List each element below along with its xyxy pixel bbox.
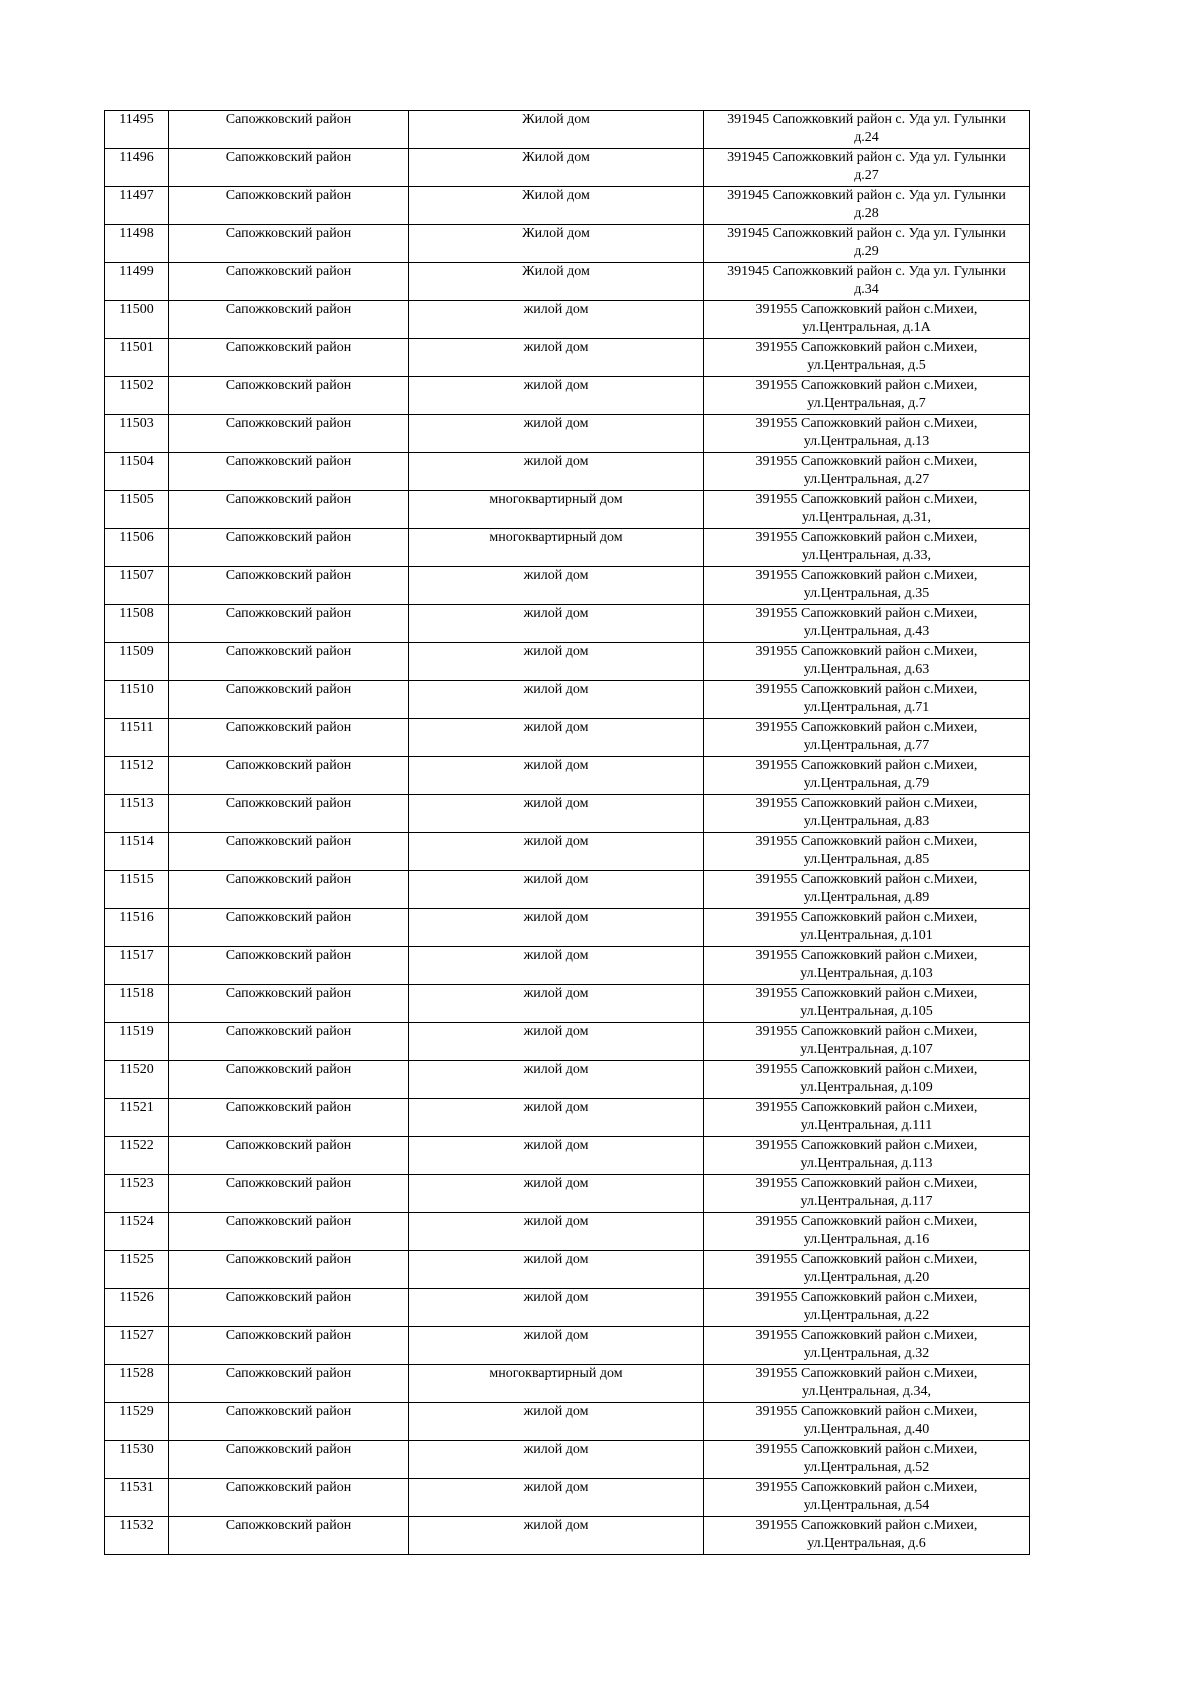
building-type-cell: многоквартирный дом <box>409 529 704 567</box>
address-line-2: ул.Центральная, д.111 <box>800 1118 933 1133</box>
address-cell <box>704 833 1030 871</box>
address-cell <box>704 1213 1030 1251</box>
table-row <box>105 1327 1030 1365</box>
address-cell <box>704 1137 1030 1175</box>
address-line-1: 391955 Сапожковкий район с.Михеи, <box>755 1252 978 1267</box>
table-row <box>105 1251 1030 1289</box>
district-cell: Сапожковский район <box>169 1517 409 1555</box>
address-line-2: ул.Центральная, д.20 <box>803 1270 930 1285</box>
address-line-2: ул.Центральная, д.107 <box>800 1042 933 1057</box>
address-cell <box>704 643 1030 681</box>
address-cell <box>704 263 1030 301</box>
address-cell <box>704 1175 1030 1213</box>
row-number-cell: 11507 <box>105 567 169 605</box>
address-line-1: 391955 Сапожковкий район с.Михеи, <box>755 492 978 507</box>
address-line-2: д.29 <box>854 244 879 259</box>
address-cell <box>704 187 1030 225</box>
address-line-1: 391955 Сапожковкий район с.Михеи, <box>755 1442 978 1457</box>
table-row <box>105 453 1030 491</box>
address-line-1: 391955 Сапожковкий район с.Михеи, <box>755 1024 978 1039</box>
row-number-cell: 11517 <box>105 947 169 985</box>
address-line-2: ул.Центральная, д.79 <box>803 776 930 791</box>
row-number-cell: 11496 <box>105 149 169 187</box>
building-type-cell: Жилой дом <box>409 225 704 263</box>
address-line-2: д.27 <box>854 168 879 183</box>
district-cell: Сапожковский район <box>169 1061 409 1099</box>
building-type-cell: жилой дом <box>409 985 704 1023</box>
building-type-cell: Жилой дом <box>409 149 704 187</box>
building-type-cell: жилой дом <box>409 795 704 833</box>
address-line-2: ул.Центральная, д.89 <box>803 890 930 905</box>
address-cell <box>704 453 1030 491</box>
building-type-cell: многоквартирный дом <box>409 491 704 529</box>
address-line-2: ул.Центральная, д.117 <box>800 1194 933 1209</box>
district-cell: Сапожковский район <box>169 263 409 301</box>
address-line-1: 391955 Сапожковкий район с.Михеи, <box>755 758 978 773</box>
address-line-1: 391955 Сапожковкий район с.Михеи, <box>755 1480 978 1495</box>
building-type-cell: Жилой дом <box>409 111 704 149</box>
table-row <box>105 1023 1030 1061</box>
building-type-cell: жилой дом <box>409 1289 704 1327</box>
district-cell: Сапожковский район <box>169 1479 409 1517</box>
address-cell <box>704 301 1030 339</box>
address-cell <box>704 567 1030 605</box>
address-line-1: 391945 Сапожковкий район с. Уда ул. Гулынки <box>727 112 1006 127</box>
district-cell: Сапожковский район <box>169 947 409 985</box>
table-row <box>105 187 1030 225</box>
table-row <box>105 491 1030 529</box>
row-number-cell: 11509 <box>105 643 169 681</box>
row-number-cell: 11504 <box>105 453 169 491</box>
district-cell: Сапожковский район <box>169 1441 409 1479</box>
address-cell <box>704 111 1030 149</box>
address-line-2: ул.Центральная, д.83 <box>803 814 930 829</box>
district-cell: Сапожковский район <box>169 567 409 605</box>
building-type-cell: жилой дом <box>409 605 704 643</box>
address-cell <box>704 1251 1030 1289</box>
address-cell <box>704 149 1030 187</box>
building-type-cell: жилой дом <box>409 1023 704 1061</box>
district-cell: Сапожковский район <box>169 491 409 529</box>
district-cell: Сапожковский район <box>169 187 409 225</box>
address-line-1: 391955 Сапожковкий район с.Михеи, <box>755 454 978 469</box>
address-cell <box>704 415 1030 453</box>
table-row <box>105 795 1030 833</box>
row-number-cell: 11532 <box>105 1517 169 1555</box>
address-line-1: 391945 Сапожковкий район с. Уда ул. Гулынки <box>727 188 1006 203</box>
district-cell: Сапожковский район <box>169 1365 409 1403</box>
district-cell: Сапожковский район <box>169 1251 409 1289</box>
address-line-2: ул.Центральная, д.40 <box>803 1422 930 1437</box>
address-cell <box>704 1479 1030 1517</box>
building-type-cell: Жилой дом <box>409 187 704 225</box>
address-line-2: ул.Центральная, д.71 <box>803 700 930 715</box>
address-line-1: 391945 Сапожковкий район с. Уда ул. Гулынки <box>727 150 1006 165</box>
address-cell <box>704 225 1030 263</box>
table-row <box>105 947 1030 985</box>
address-cell <box>704 947 1030 985</box>
address-line-2: ул.Центральная, д.31, <box>802 510 931 525</box>
row-number-cell: 11523 <box>105 1175 169 1213</box>
address-line-2: ул.Центральная, д.103 <box>800 966 933 981</box>
building-type-cell: жилой дом <box>409 1251 704 1289</box>
table-body <box>105 111 1030 1555</box>
address-cell <box>704 681 1030 719</box>
table-row <box>105 1365 1030 1403</box>
district-cell: Сапожковский район <box>169 111 409 149</box>
district-cell: Сапожковский район <box>169 719 409 757</box>
address-line-2: д.28 <box>854 206 879 221</box>
building-type-cell: жилой дом <box>409 1479 704 1517</box>
table-row <box>105 1137 1030 1175</box>
address-line-1: 391955 Сапожковкий район с.Михеи, <box>755 1328 978 1343</box>
table-row <box>105 605 1030 643</box>
address-line-1: 391955 Сапожковкий район с.Михеи, <box>755 986 978 1001</box>
address-line-1: 391955 Сапожковкий район с.Михеи, <box>755 606 978 621</box>
row-number-cell: 11495 <box>105 111 169 149</box>
address-line-2: ул.Центральная, д.113 <box>800 1156 933 1171</box>
building-type-cell: жилой дом <box>409 1403 704 1441</box>
address-line-2: ул.Центральная, д.5 <box>807 358 926 373</box>
building-type-cell: жилой дом <box>409 377 704 415</box>
address-line-2: ул.Центральная, д.35 <box>803 586 930 601</box>
address-cell <box>704 1061 1030 1099</box>
district-cell: Сапожковский район <box>169 1289 409 1327</box>
district-cell: Сапожковский район <box>169 1137 409 1175</box>
table-row <box>105 719 1030 757</box>
address-line-1: 391955 Сапожковкий район с.Михеи, <box>755 340 978 355</box>
building-type-cell: жилой дом <box>409 947 704 985</box>
address-line-1: 391955 Сапожковкий район с.Михеи, <box>755 568 978 583</box>
address-line-2: ул.Центральная, д.13 <box>803 434 930 449</box>
address-line-2: ул.Центральная, д.33, <box>802 548 931 563</box>
address-line-1: 391955 Сапожковкий район с.Михеи, <box>755 378 978 393</box>
address-line-1: 391955 Сапожковкий район с.Михеи, <box>755 302 978 317</box>
district-cell: Сапожковский район <box>169 1099 409 1137</box>
district-cell: Сапожковский район <box>169 225 409 263</box>
table-row <box>105 1517 1030 1555</box>
row-number-cell: 11529 <box>105 1403 169 1441</box>
district-cell: Сапожковский район <box>169 149 409 187</box>
building-type-cell: жилой дом <box>409 1137 704 1175</box>
table-row <box>105 1441 1030 1479</box>
address-line-2: ул.Центральная, д.77 <box>803 738 930 753</box>
address-line-2: ул.Центральная, д.63 <box>803 662 930 677</box>
table-row <box>105 871 1030 909</box>
address-line-1: 391955 Сапожковкий район с.Михеи, <box>755 948 978 963</box>
district-cell: Сапожковский район <box>169 1023 409 1061</box>
building-type-cell: жилой дом <box>409 1061 704 1099</box>
table-row <box>105 339 1030 377</box>
table-row <box>105 833 1030 871</box>
address-line-2: д.24 <box>854 130 879 145</box>
address-line-2: ул.Центральная, д.16 <box>803 1232 930 1247</box>
address-line-1: 391955 Сапожковкий район с.Михеи, <box>755 1100 978 1115</box>
building-type-cell: жилой дом <box>409 1213 704 1251</box>
row-number-cell: 11531 <box>105 1479 169 1517</box>
building-type-cell: жилой дом <box>409 415 704 453</box>
building-type-cell: жилой дом <box>409 1099 704 1137</box>
row-number-cell: 11516 <box>105 909 169 947</box>
address-cell <box>704 719 1030 757</box>
table-row <box>105 1099 1030 1137</box>
district-cell: Сапожковский район <box>169 681 409 719</box>
row-number-cell: 11520 <box>105 1061 169 1099</box>
row-number-cell: 11501 <box>105 339 169 377</box>
row-number-cell: 11499 <box>105 263 169 301</box>
building-type-cell: жилой дом <box>409 719 704 757</box>
district-cell: Сапожковский район <box>169 453 409 491</box>
row-number-cell: 11497 <box>105 187 169 225</box>
address-cell <box>704 1289 1030 1327</box>
table-row <box>105 1403 1030 1441</box>
address-cell <box>704 605 1030 643</box>
row-number-cell: 11522 <box>105 1137 169 1175</box>
table-row <box>105 1479 1030 1517</box>
district-cell: Сапожковский район <box>169 871 409 909</box>
district-cell: Сапожковский район <box>169 1327 409 1365</box>
address-cell <box>704 1327 1030 1365</box>
building-type-cell: жилой дом <box>409 339 704 377</box>
address-line-1: 391955 Сапожковкий район с.Михеи, <box>755 1062 978 1077</box>
row-number-cell: 11530 <box>105 1441 169 1479</box>
row-number-cell: 11525 <box>105 1251 169 1289</box>
address-line-2: ул.Центральная, д.43 <box>803 624 930 639</box>
row-number-cell: 11511 <box>105 719 169 757</box>
address-cell <box>704 985 1030 1023</box>
building-type-cell: жилой дом <box>409 453 704 491</box>
row-number-cell: 11505 <box>105 491 169 529</box>
district-cell: Сапожковский район <box>169 529 409 567</box>
address-line-1: 391955 Сапожковкий район с.Михеи, <box>755 530 978 545</box>
address-cell <box>704 909 1030 947</box>
table-row <box>105 1289 1030 1327</box>
address-line-2: ул.Центральная, д.85 <box>803 852 930 867</box>
address-cell <box>704 871 1030 909</box>
address-line-1: 391955 Сапожковкий район с.Михеи, <box>755 1138 978 1153</box>
building-type-cell: жилой дом <box>409 1517 704 1555</box>
address-line-2: ул.Центральная, д.7 <box>807 396 926 411</box>
address-cell <box>704 491 1030 529</box>
row-number-cell: 11521 <box>105 1099 169 1137</box>
district-cell: Сапожковский район <box>169 643 409 681</box>
address-line-2: ул.Центральная, д.32 <box>803 1346 930 1361</box>
address-cell <box>704 1517 1030 1555</box>
table-row <box>105 757 1030 795</box>
address-cell <box>704 1099 1030 1137</box>
row-number-cell: 11514 <box>105 833 169 871</box>
district-cell: Сапожковский район <box>169 1213 409 1251</box>
building-type-cell: жилой дом <box>409 301 704 339</box>
district-cell: Сапожковский район <box>169 301 409 339</box>
building-type-cell: многоквартирный дом <box>409 1365 704 1403</box>
address-cell <box>704 795 1030 833</box>
row-number-cell: 11528 <box>105 1365 169 1403</box>
building-type-cell: жилой дом <box>409 909 704 947</box>
row-number-cell: 11515 <box>105 871 169 909</box>
address-line-2: ул.Центральная, д.109 <box>800 1080 933 1095</box>
address-line-2: ул.Центральная, д.27 <box>803 472 930 487</box>
row-number-cell: 11506 <box>105 529 169 567</box>
district-cell: Сапожковский район <box>169 757 409 795</box>
address-cell <box>704 757 1030 795</box>
building-type-cell: жилой дом <box>409 1175 704 1213</box>
address-line-2: ул.Центральная, д.6 <box>807 1536 926 1551</box>
table-row <box>105 301 1030 339</box>
address-line-1: 391955 Сапожковкий район с.Михеи, <box>755 720 978 735</box>
district-cell: Сапожковский район <box>169 795 409 833</box>
building-type-cell: жилой дом <box>409 567 704 605</box>
address-line-2: ул.Центральная, д.22 <box>803 1308 930 1323</box>
building-type-cell: жилой дом <box>409 833 704 871</box>
address-line-1: 391955 Сапожковкий район с.Михеи, <box>755 1518 978 1533</box>
address-line-2: д.34 <box>854 282 879 297</box>
row-number-cell: 11518 <box>105 985 169 1023</box>
address-line-1: 391955 Сапожковкий район с.Михеи, <box>755 1290 978 1305</box>
row-number-cell: 11524 <box>105 1213 169 1251</box>
address-line-2: ул.Центральная, д.1А <box>802 320 931 335</box>
district-cell: Сапожковский район <box>169 605 409 643</box>
district-cell: Сапожковский район <box>169 833 409 871</box>
address-line-2: ул.Центральная, д.101 <box>800 928 933 943</box>
address-line-1: 391955 Сапожковкий район с.Михеи, <box>755 1176 978 1191</box>
address-line-1: 391955 Сапожковкий район с.Михеи, <box>755 834 978 849</box>
row-number-cell: 11527 <box>105 1327 169 1365</box>
address-line-1: 391955 Сапожковкий район с.Михеи, <box>755 682 978 697</box>
building-type-cell: жилой дом <box>409 1441 704 1479</box>
district-cell: Сапожковский район <box>169 415 409 453</box>
row-number-cell: 11500 <box>105 301 169 339</box>
address-line-1: 391955 Сапожковкий район с.Михеи, <box>755 1404 978 1419</box>
table-row <box>105 1213 1030 1251</box>
property-table <box>104 110 1030 1555</box>
table-row <box>105 225 1030 263</box>
address-cell <box>704 1023 1030 1061</box>
table-row <box>105 1061 1030 1099</box>
building-type-cell: Жилой дом <box>409 263 704 301</box>
table-row <box>105 263 1030 301</box>
building-type-cell: жилой дом <box>409 757 704 795</box>
table-row <box>105 415 1030 453</box>
table-row <box>105 1175 1030 1213</box>
address-cell <box>704 339 1030 377</box>
address-line-2: ул.Центральная, д.52 <box>803 1460 930 1475</box>
table-row <box>105 567 1030 605</box>
address-line-1: 391945 Сапожковкий район с. Уда ул. Гулынки <box>727 226 1006 241</box>
building-type-cell: жилой дом <box>409 643 704 681</box>
row-number-cell: 11508 <box>105 605 169 643</box>
row-number-cell: 11519 <box>105 1023 169 1061</box>
row-number-cell: 11512 <box>105 757 169 795</box>
table-row <box>105 377 1030 415</box>
address-cell <box>704 1403 1030 1441</box>
district-cell: Сапожковский район <box>169 985 409 1023</box>
district-cell: Сапожковский район <box>169 339 409 377</box>
table-row <box>105 149 1030 187</box>
table-row <box>105 985 1030 1023</box>
building-type-cell: жилой дом <box>409 1327 704 1365</box>
address-line-1: 391955 Сапожковкий район с.Михеи, <box>755 1214 978 1229</box>
row-number-cell: 11502 <box>105 377 169 415</box>
table-row <box>105 529 1030 567</box>
table-row <box>105 111 1030 149</box>
row-number-cell: 11498 <box>105 225 169 263</box>
row-number-cell: 11503 <box>105 415 169 453</box>
address-line-1: 391955 Сапожковкий район с.Михеи, <box>755 416 978 431</box>
district-cell: Сапожковский район <box>169 1403 409 1441</box>
table-row <box>105 643 1030 681</box>
row-number-cell: 11510 <box>105 681 169 719</box>
district-cell: Сапожковский район <box>169 377 409 415</box>
address-line-1: 391955 Сапожковкий район с.Михеи, <box>755 1366 978 1381</box>
address-line-1: 391955 Сапожковкий район с.Михеи, <box>755 872 978 887</box>
table-row <box>105 909 1030 947</box>
building-type-cell: жилой дом <box>409 871 704 909</box>
table-row <box>105 681 1030 719</box>
address-line-2: ул.Центральная, д.105 <box>800 1004 933 1019</box>
address-cell <box>704 1441 1030 1479</box>
district-cell: Сапожковский район <box>169 909 409 947</box>
address-line-1: 391955 Сапожковкий район с.Михеи, <box>755 910 978 925</box>
district-cell: Сапожковский район <box>169 1175 409 1213</box>
address-cell <box>704 529 1030 567</box>
address-cell <box>704 1365 1030 1403</box>
address-line-1: 391955 Сапожковкий район с.Михеи, <box>755 796 978 811</box>
address-cell <box>704 377 1030 415</box>
address-line-1: 391955 Сапожковкий район с.Михеи, <box>755 644 978 659</box>
address-line-2: ул.Центральная, д.54 <box>803 1498 930 1513</box>
address-line-2: ул.Центральная, д.34, <box>802 1384 931 1399</box>
row-number-cell: 11513 <box>105 795 169 833</box>
row-number-cell: 11526 <box>105 1289 169 1327</box>
building-type-cell: жилой дом <box>409 681 704 719</box>
address-line-1: 391945 Сапожковкий район с. Уда ул. Гулынки <box>727 264 1006 279</box>
